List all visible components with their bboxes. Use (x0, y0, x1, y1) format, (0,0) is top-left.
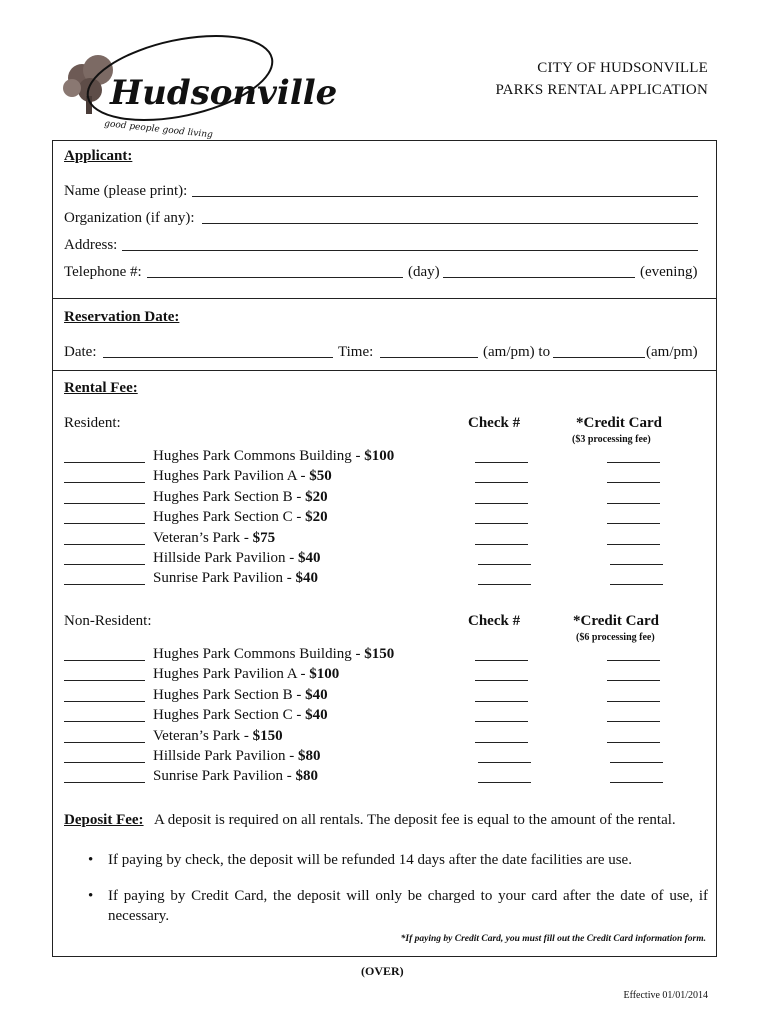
check-number-field[interactable] (475, 544, 528, 545)
facility-label: Veteran’s Park (153, 727, 241, 744)
ampm-to-label: (am/pm) to (483, 344, 551, 360)
price-separator: - (285, 550, 298, 566)
address-field[interactable] (122, 250, 698, 251)
price-separator: - (240, 529, 253, 546)
credit-card-field[interactable] (610, 782, 663, 783)
time-label: Time: (338, 344, 374, 360)
facility-price: $40 (305, 707, 328, 724)
credit-card-field[interactable] (607, 482, 660, 483)
facility-price: $150 (364, 646, 395, 662)
facility-price: $75 (252, 529, 276, 546)
selection-blank[interactable] (64, 782, 145, 783)
end-time-field[interactable] (553, 357, 645, 358)
selection-blank[interactable] (64, 462, 145, 463)
check-number-field[interactable] (475, 680, 528, 681)
check-number-field[interactable] (475, 523, 528, 524)
facility-name (153, 509, 328, 526)
check-number-field[interactable] (478, 564, 531, 565)
check-number-field[interactable] (478, 782, 531, 783)
deposit-bullet: If paying by check, the deposit will be refunded 14 days after the date facilities are use. (108, 852, 632, 868)
selection-blank[interactable] (64, 701, 145, 702)
section-divider (52, 298, 717, 299)
resident-cc-note: ($3 processing fee) (572, 434, 651, 445)
facility-label: Hughes Park Section C (153, 509, 293, 526)
facility-name (153, 468, 332, 485)
facility-name (153, 489, 328, 506)
facility-name (153, 666, 339, 683)
bullet-icon: • (88, 888, 94, 904)
facility-price: $40 (305, 686, 328, 703)
effective-date: Effective 01/01/2014 (623, 990, 708, 1001)
facility-label: Hughes Park Section B (153, 686, 293, 703)
facility-name (153, 646, 394, 663)
organization-label: Organization (if any): (64, 210, 195, 226)
credit-card-field[interactable] (607, 721, 660, 722)
deposit-text: A deposit is required on all rentals. The deposit fee is equal to the amount of the rental. (154, 812, 676, 828)
applicant-heading: Applicant: (64, 148, 133, 164)
facility-label: Hughes Park Pavilion A (153, 468, 297, 485)
price-separator: - (240, 727, 253, 744)
telephone-label: Telephone #: (64, 264, 142, 280)
facility-label: Hughes Park Commons Building (153, 646, 352, 662)
price-separator: - (296, 468, 310, 485)
facility-name (153, 570, 318, 587)
nonresident-cc-note: ($6 processing fee) (576, 632, 655, 643)
facility-label: Hillside Park Pavilion (153, 748, 286, 764)
selection-blank[interactable] (64, 660, 145, 661)
facility-price: $100 (309, 666, 340, 683)
deposit-heading: Deposit Fee: (64, 812, 144, 828)
facility-name (153, 707, 328, 724)
hudsonville-logo (60, 30, 338, 141)
price-separator: - (283, 768, 296, 785)
check-number-field[interactable] (475, 503, 528, 504)
facility-name (153, 550, 321, 567)
price-separator: - (292, 488, 306, 505)
selection-blank[interactable] (64, 742, 145, 743)
resident-check-header: Check # (468, 415, 521, 431)
price-separator: - (296, 666, 310, 683)
selection-blank[interactable] (64, 564, 145, 565)
credit-card-field[interactable] (607, 503, 660, 504)
facility-name (153, 748, 321, 765)
deposit-bullet: If paying by Credit Card, the deposit will only be charged to your card after the date of use, if necessary. (108, 888, 708, 924)
day-phone-field[interactable] (147, 277, 403, 278)
check-number-field[interactable] (478, 762, 531, 763)
name-field[interactable] (192, 196, 698, 197)
ampm-end-label: (am/pm) (646, 344, 698, 360)
date-label: Date: (64, 344, 97, 360)
price-separator: - (351, 448, 365, 464)
form-box (52, 140, 717, 957)
tree-icon (63, 55, 113, 114)
resident-cc-header: *Credit Card (576, 415, 662, 431)
facility-price: $80 (298, 748, 321, 764)
resident-label: Resident: (64, 415, 121, 431)
check-number-field[interactable] (478, 584, 531, 585)
credit-card-field[interactable] (610, 584, 663, 585)
day-label: (day) (408, 264, 440, 280)
credit-card-field[interactable] (610, 564, 663, 565)
nonresident-label: Non-Resident: (64, 613, 152, 629)
facility-label: Hughes Park Section C (153, 707, 293, 724)
check-number-field[interactable] (475, 482, 528, 483)
check-number-field[interactable] (475, 742, 528, 743)
bullet-icon: • (88, 852, 94, 868)
credit-card-field[interactable] (607, 462, 660, 463)
organization-field[interactable] (202, 223, 698, 224)
check-number-field[interactable] (475, 462, 528, 463)
svg-text:Hudsonville: Hudsonville (110, 73, 338, 113)
nonresident-cc-header: *Credit Card (573, 613, 659, 629)
check-number-field[interactable] (475, 660, 528, 661)
check-number-field[interactable] (475, 721, 528, 722)
facility-label: Hughes Park Commons Building (153, 448, 352, 464)
facility-name (153, 530, 275, 547)
selection-blank[interactable] (64, 680, 145, 681)
credit-card-field[interactable] (607, 742, 660, 743)
price-separator: - (285, 748, 298, 764)
credit-card-field[interactable] (607, 544, 660, 545)
credit-card-field[interactable] (607, 660, 660, 661)
selection-blank[interactable] (64, 762, 145, 763)
facility-price: $150 (252, 727, 283, 744)
evening-label: (evening) (640, 264, 698, 280)
price-separator: - (351, 646, 365, 662)
start-time-field[interactable] (380, 357, 478, 358)
nonresident-check-header: Check # (468, 613, 521, 629)
selection-blank[interactable] (64, 482, 145, 483)
svg-text:good people good living: good people good living (103, 119, 214, 141)
facility-label: Hughes Park Pavilion A (153, 666, 297, 683)
name-label: Name (please print): (64, 183, 188, 199)
credit-card-field[interactable] (610, 762, 663, 763)
rental-fee-heading: Rental Fee: (64, 380, 138, 396)
reservation-heading: Reservation Date: (64, 309, 180, 325)
facility-price: $40 (298, 550, 321, 566)
facility-label: Hillside Park Pavilion (153, 550, 286, 566)
over-label: (OVER) (361, 964, 404, 978)
facility-label: Sunrise Park Pavilion (153, 768, 283, 785)
check-number-field[interactable] (475, 701, 528, 702)
facility-price: $80 (295, 768, 318, 785)
price-separator: - (292, 509, 306, 526)
facility-name (153, 728, 283, 745)
facility-price: $40 (295, 570, 318, 587)
section-divider (52, 370, 717, 371)
credit-card-field[interactable] (607, 701, 660, 702)
facility-label: Veteran’s Park (153, 529, 241, 546)
price-separator: - (292, 707, 306, 724)
form-title: PARKS RENTAL APPLICATION (495, 82, 708, 98)
facility-price: $20 (305, 509, 328, 526)
credit-card-field[interactable] (607, 523, 660, 524)
selection-blank[interactable] (64, 523, 145, 524)
credit-card-field[interactable] (607, 680, 660, 681)
selection-blank[interactable] (64, 503, 145, 504)
date-field[interactable] (103, 357, 333, 358)
credit-card-note: *If paying by Credit Card, you must fill out the Credit Card information form. (400, 934, 706, 944)
facility-price: $100 (364, 448, 395, 464)
selection-blank[interactable] (64, 584, 145, 585)
selection-blank[interactable] (64, 544, 145, 545)
price-separator: - (292, 686, 306, 703)
facility-name (153, 448, 394, 465)
price-separator: - (283, 570, 296, 587)
evening-phone-field[interactable] (443, 277, 635, 278)
facility-label: Hughes Park Section B (153, 488, 293, 505)
facility-name (153, 687, 328, 704)
selection-blank[interactable] (64, 721, 145, 722)
facility-price: $20 (305, 488, 328, 505)
facility-name (153, 768, 318, 785)
facility-price: $50 (309, 468, 332, 485)
address-label: Address: (64, 237, 118, 253)
city-title: CITY OF HUDSONVILLE (537, 60, 708, 76)
facility-label: Sunrise Park Pavilion (153, 570, 283, 587)
